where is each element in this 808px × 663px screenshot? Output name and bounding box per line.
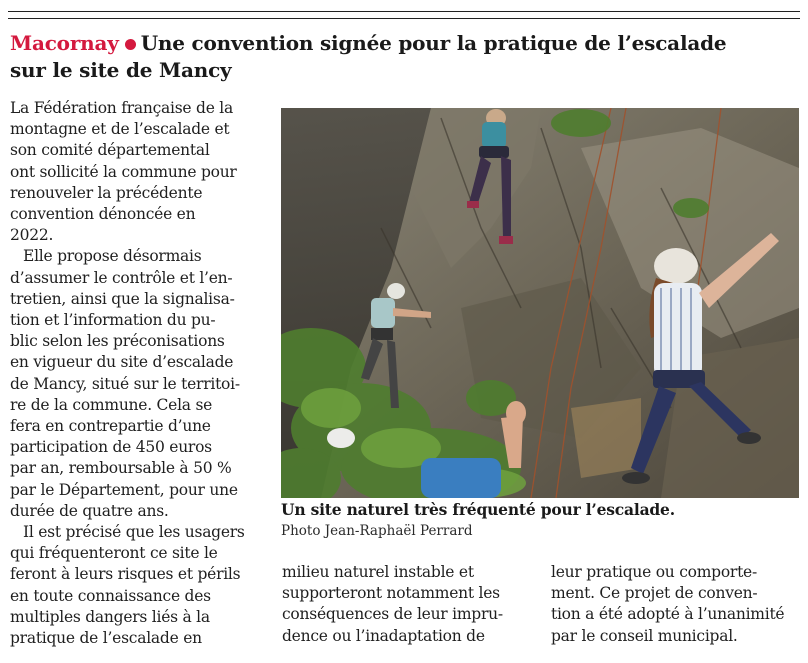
text-line: milieu naturel instable et xyxy=(282,563,474,581)
text-line: pratique de l’escalade en xyxy=(10,629,202,648)
text-line: par an, remboursable à 50 % xyxy=(10,459,232,478)
climbing-photo xyxy=(281,108,799,498)
text-line: Il est précisé que les usagers xyxy=(23,523,245,542)
text-line: blic selon les préconisations xyxy=(10,332,225,351)
text-line: tion et l’information du pu- xyxy=(10,311,216,330)
text-line: 2022. xyxy=(10,226,54,245)
text-line: conséquences de leur impru- xyxy=(282,605,503,624)
text-line: en toute connaissance des xyxy=(10,586,211,605)
top-rule xyxy=(8,11,800,12)
text-line: d’assumer le contrôle et l’en- xyxy=(10,268,233,287)
text-line: La Fédération française de la xyxy=(10,99,233,117)
text-line: convention dénoncée en xyxy=(10,205,196,224)
paragraph-3 xyxy=(10,522,268,649)
text-line: leur pratique ou comporte- xyxy=(551,563,757,581)
text-line: feront à leurs risques et périls xyxy=(10,565,241,584)
text-line: ont sollicité la commune pour xyxy=(10,162,237,181)
text-line: par le Département, pour une xyxy=(10,480,238,499)
article-headline xyxy=(10,30,790,84)
text-line: fera en contrepartie d’une xyxy=(10,417,211,436)
headline-title-line2: sur le site de Mancy xyxy=(10,58,232,82)
text-line: par le conseil municipal. xyxy=(551,626,738,645)
text-line: dence ou l’inadaptation de xyxy=(282,626,485,645)
red-bullet-icon xyxy=(125,39,136,50)
headline-kicker: Macornay xyxy=(10,31,119,55)
text-line: Elle propose désormais xyxy=(23,247,202,266)
photo-credit: Photo Jean-Raphaël Perrard xyxy=(281,523,473,539)
top-rule-secondary xyxy=(8,18,800,19)
text-line: de Mancy, situé sur le territoi- xyxy=(10,374,240,393)
text-line: en vigueur du site d’escalade xyxy=(10,353,234,372)
text-line: renouveler la précédente xyxy=(10,183,203,202)
text-line: montagne et de l’escalade et xyxy=(10,120,230,139)
text-line: re de la commune. Cela se xyxy=(10,395,213,414)
text-line: tretien, ainsi que la signalisa- xyxy=(10,289,235,308)
text-line: ment. Ce projet de conven- xyxy=(551,584,758,603)
text-line: durée de quatre ans. xyxy=(10,501,169,520)
paragraph-1 xyxy=(10,98,268,246)
caption-title: Un site naturel très fréquenté pour l’escalade. xyxy=(281,500,675,519)
article-column-2 xyxy=(282,562,540,647)
headline-title-line1: Une convention signée pour la pratique de l’escalade xyxy=(140,31,727,55)
text-line: son comité départemental xyxy=(10,141,210,160)
text-line: qui fréquenteront ce site le xyxy=(10,544,218,563)
text-line: multiples dangers liés à la xyxy=(10,607,210,626)
article-column-1 xyxy=(10,98,268,649)
paragraph-2 xyxy=(10,246,268,522)
text-line: tion a été adopté à l’unanimité xyxy=(551,605,785,624)
article-column-3 xyxy=(551,562,801,647)
text-line: participation de 450 euros xyxy=(10,438,212,457)
text-line: supporteront notamment les xyxy=(282,584,500,603)
photo-caption xyxy=(281,500,801,541)
